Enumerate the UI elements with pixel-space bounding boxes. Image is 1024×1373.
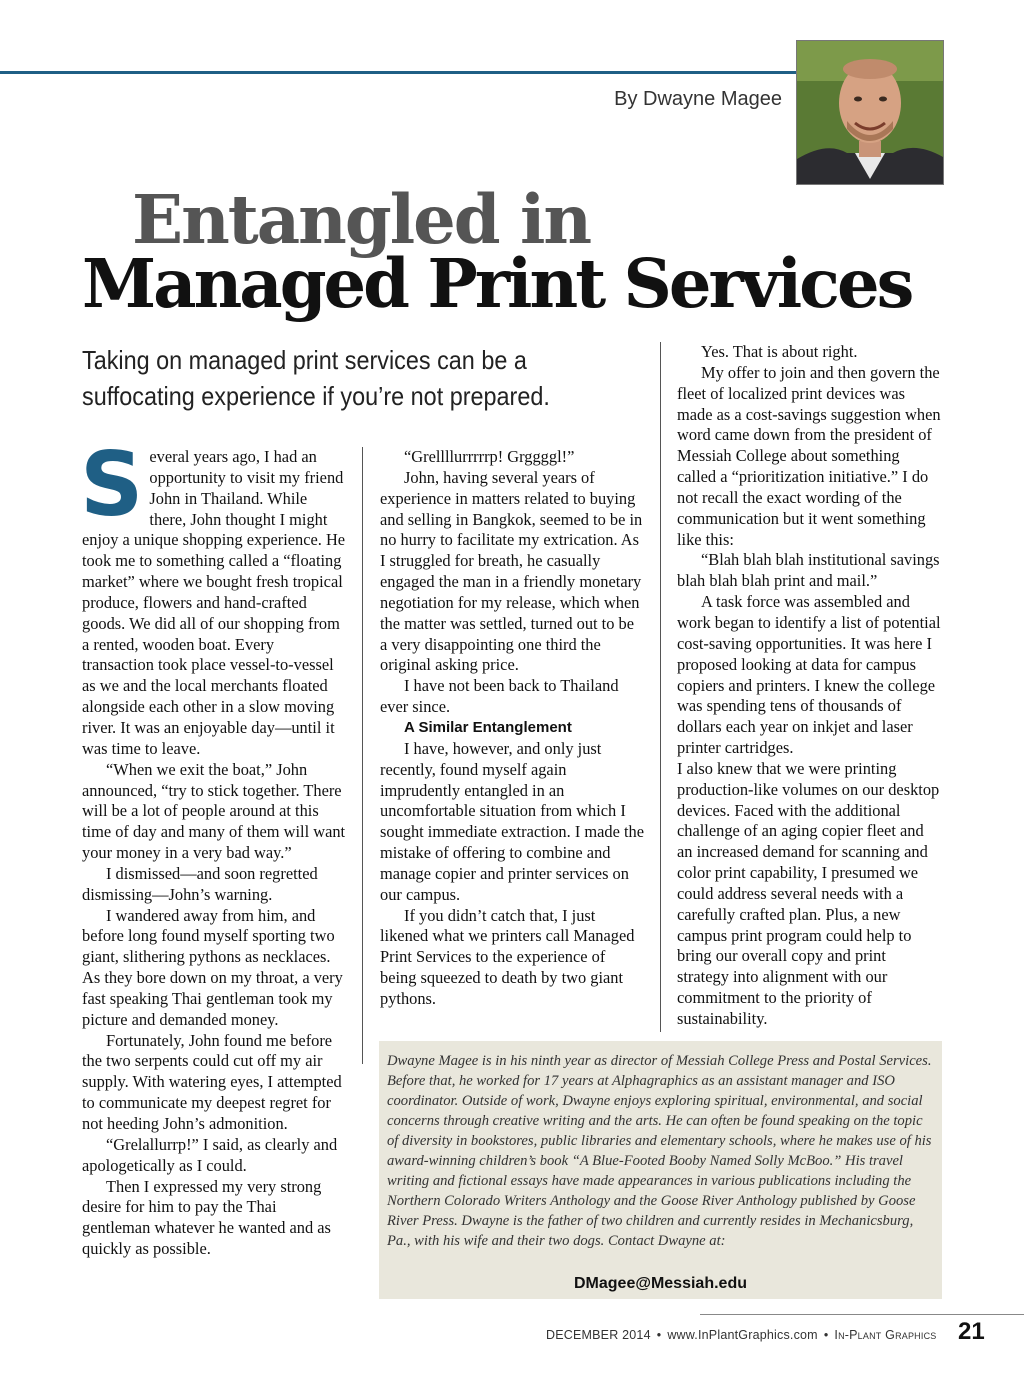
paragraph: John, having several years of experience in matters related to buying and selling in Bangkok, seemed to be in no hurry to facilitate my extrication. As I struggled for breath, he casually engaged the man in a friendly monetary negotiation for my release, which when the matter was settled, turned out to be a very disappointing one third the original asking price. (380, 467, 643, 675)
paragraph: “Grelallurrp!” I said, as clearly and apologetically as I could. (82, 1134, 338, 1175)
footer-publication: In-Plant Graphics (834, 1328, 937, 1342)
drop-cap: S (80, 433, 144, 536)
subtitle: Taking on managed print services can be a suffocating experience if you’re not prepared. (82, 345, 550, 411)
paragraph: Fortunately, John found me before the two serpents could cut off my air supply. With watering eyes, I attempted to communicate my deepest regret for not heeding John’s admonition. (82, 1030, 342, 1133)
paragraph: I dismissed—and soon regretted dismissing—John’s warning. (82, 863, 318, 904)
paragraph: I wandered away from him, and before long found myself sporting two giant, slithering pythons as necklaces. As they bore down on my throat, a very fast speaking Thai gentleman took my picture and demanded money. (82, 905, 343, 1029)
paragraph: If you didn’t catch that, I just likened what we printers call Managed Print Services to the experience of being squeezed to death by two giant pythons. (380, 905, 635, 1008)
author-photo (796, 40, 944, 185)
paragraph: I also knew that we were printing production-like volumes on our desktop devices. Faced with the additional challenge of an aging copier fleet and an increased demand for scanning and color print capability, I presumed we could address several needs with a carefully crafted plan. Plus, a new campus print program could help to bring our overall copy and print strategy into alignment with our commitment to the priority of sustainability. (677, 758, 940, 1028)
bullet-separator: • (656, 1328, 662, 1342)
footer-date: DECEMBER 2014 (546, 1328, 651, 1342)
page-number: 21 (958, 1318, 985, 1345)
paragraph: “Grellllurrrrrp! Grggggl!” (404, 447, 575, 466)
article-column-2 (380, 447, 644, 1010)
title-line-2: Managed Print Services (82, 244, 912, 323)
column-divider (362, 447, 363, 1064)
column-divider (660, 342, 661, 1032)
author-email-link[interactable]: DMagee@Messiah.edu (574, 1275, 747, 1292)
paragraph: A task force was assembled and work began to identify a list of potential cost-saving opportunities. It was here I proposed looking at data for campus copiers and printers. I knew the college was spending tens of thousands of dollars each year on inkjet and laser printer cartridges. (677, 592, 941, 758)
paragraph: Then I expressed my very strong desire for him to pay the Thai gentleman whatever he wanted and as quickly as possible. (82, 1176, 331, 1259)
bullet-separator: • (823, 1328, 829, 1342)
title-line-1: Entangled in (132, 180, 591, 259)
section-subhead: A Similar Entanglement (404, 718, 572, 736)
footer-rule (700, 1314, 1024, 1315)
article-column-1 (80, 433, 346, 1260)
paragraph: My offer to join and then govern the fleet of localized print devices was made as a cost-savings suggestion when word came down from the president of Messiah College about something called a “prioritization initiative.” I do not recall the exact wording of the communication but it went something like this: (677, 362, 941, 549)
byline: By Dwayne Magee (614, 88, 782, 110)
page-footer (546, 1328, 936, 1342)
author-bio-box (379, 1041, 942, 1299)
footer-url[interactable]: www.InPlantGraphics.com (667, 1328, 818, 1342)
header-rule (0, 71, 800, 74)
paragraph: I have not been back to Thailand ever since. (380, 676, 619, 717)
paragraph: “Blah blah blah institutional savings blah blah blah print and mail.” (677, 550, 940, 591)
paragraph: Yes. That is about right. (701, 342, 858, 361)
article-column-3 (677, 342, 941, 1030)
paragraph: I have, however, and only just recently, found myself again imprudently entangled in an uncomfortable situation from which I sought immediate extraction. I made the mistake of offering to combine and manage copier and printer services on our campus. (380, 738, 644, 904)
paragraph: everal years ago, I had an opportunity to visit my friend John in Thailand. While there, John thought I might enjoy a unique shopping experience. He took me to something called a “floating market” where we bought fresh tropical produce, flowers and hand-crafted goods. We did all of our shopping from a rented, wooden boat. Every transaction took place vessel-to-vessel as we and the local merchants floated alongside each other in a slow moving river. It was an enjoyable day—until it was time to leave. (82, 447, 346, 758)
author-bio-text: Dwayne Magee is in his ninth year as director of Messiah College Press and Postal Services. Before that, he worked for 17 years at Alphagraphics as an assistant manager and ISO coordinator. Outside of work, Dwayne enjoys exploring spiritual, environmental, and social concerns through creative writing and the arts. He can often be found speaking on the topic of diversity in bookstores, public libraries and elementary schools, where he makes use of his award-winning children’s book “A Blue-Footed Booby Named Solly McBoo.” His travel writing and fictional essays have made appearances in various publications including the Northern Colorado Writers Anthology and the Goose River Anthology published by Goose River Press. Dwayne is the father of two children and currently resides in Mechanicsburg, Pa., with his wife and their two dogs. Contact Dwayne at: (387, 1053, 932, 1249)
paragraph: “When we exit the boat,” John announced, “try to stick together. There will be a lot of people around at this time of day and many of them will want your money in a very bad way.” (82, 759, 346, 863)
